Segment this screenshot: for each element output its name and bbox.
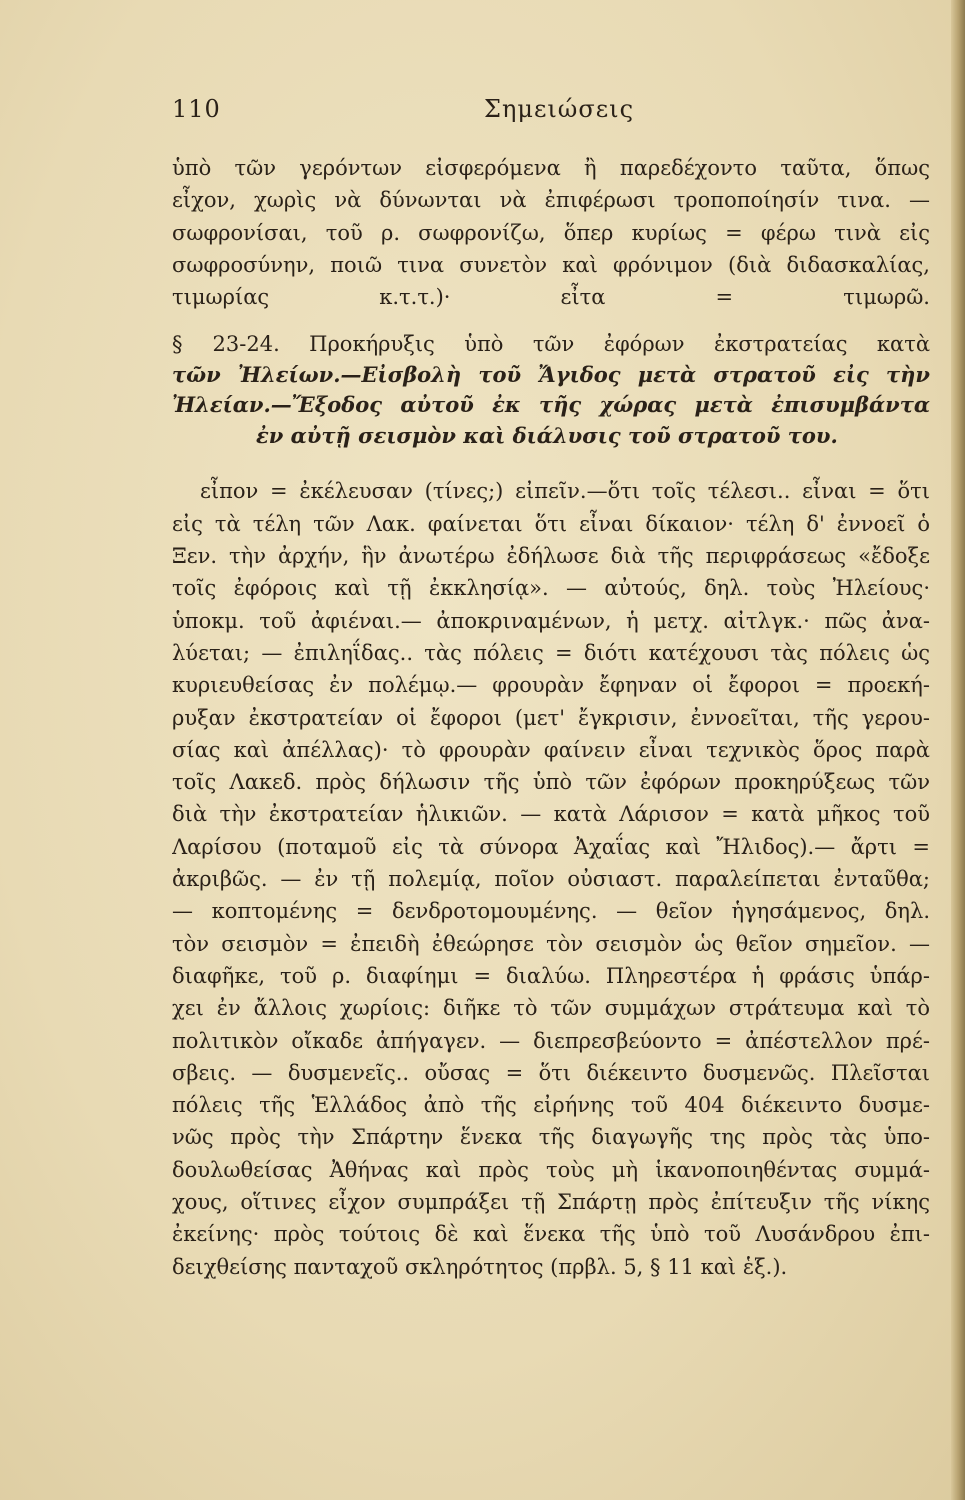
note-line: δειχθείσης πανταχοῦ σκληρότητος (πρβλ. 5, § 11 καὶ ἑξ.). (172, 1254, 788, 1279)
note-line: λύεται; — ἐπιληΐδας.. τὰς πόλεις = διότι κατέχουσι τὰς πόλεις ὡς (172, 640, 930, 665)
note-line: τοῖς ἐφόροις καὶ τῇ ἐκκλησίᾳ». — αὐτούς, δηλ. τοὺς Ἠλείους· (172, 576, 930, 601)
note-line: εἶπον = ἐκέλευσαν (τίνες;) εἰπεῖν.—ὅτι τοῖς τέλεσι.. εἶναι = ὅτι (200, 479, 930, 504)
note-line: ὑποκμ. τοῦ ἀφιέναι.— ἀποκριναμένων, ἡ μετχ. αἰτλγκ.· πῶς ἀνα- (172, 608, 930, 633)
note-line: διαφῆκε, τοῦ ρ. διαφίημι = διαλύω. Πληρεστέρα ἡ φράσις ὑπάρ- (172, 963, 930, 988)
note-line: τοῖς Λακεδ. πρὸς δήλωσιν τῆς ὑπὸ τῶν ἐφόρων προκηρύξεως τῶν (172, 770, 930, 795)
note-line: νῶς πρὸς τὴν Σπάρτην ἕνεκα τῆς διαγωγῆς της πρὸς τὰς ὑπο- (172, 1125, 930, 1150)
note-line: σβεις. — δυσμενεῖς.. οὔσας = ὅτι διέκειντο δυσμενῶς. Πλεῖσται (172, 1060, 930, 1085)
note-line: πόλεις τῆς Ἑλλάδος ἀπὸ τῆς εἰρήνης τοῦ 404 διέκειντο δυσμε- (172, 1093, 930, 1118)
section-heading-text: 23-24. Προκήρυξις ὑπὸ τῶν ἐφόρων ἐκστρατείας κατὰ (212, 332, 931, 357)
section-heading (172, 329, 930, 451)
notes-paragraph (172, 475, 930, 1282)
note-line: Λαρίσου (ποταμοῦ εἰς τὰ σύνορα Ἀχαΐας καὶ Ἤλιδος).— ἄρτι = (172, 834, 930, 859)
note-line: χους, οἵτινες εἶχον συμπράξει τῇ Σπάρτῃ πρὸς ἐπίτευξιν τῆς νίκης (172, 1190, 930, 1215)
intro-paragraph (172, 152, 930, 313)
intro-line: σωφρονίσαι, τοῦ ρ. σωφρονίζω, ὅπερ κυρίως = φέρω τινὰ εἰς (172, 220, 930, 245)
section-heading-line (172, 329, 930, 360)
note-line: σίας καὶ ἀπέλλας)· τὸ φρουρὰν φαίνειν εἶναι τεχνικὸς ὅρος παρὰ (172, 737, 930, 762)
note-line: πολιτικὸν οἴκαδε ἀπήγαγεν. — διεπρεσβεύοντο = ἀπέστελλον πρέ- (172, 1028, 930, 1053)
running-title: Σημειώσεις (484, 95, 635, 123)
page-edge (951, 0, 965, 1500)
note-line: διὰ τὴν ἐκστρατείαν ἡλικιῶν. — κατὰ Λάρισον = κατὰ μῆκος τοῦ (172, 802, 930, 827)
note-line: ἀκριβῶς. — ἐν τῇ πολεμίᾳ, ποῖον οὐσιαστ. παραλείπεται ἐνταῦθα; (172, 867, 930, 892)
intro-line: ὑπὸ τῶν γερόντων εἰσφερόμενα ἢ παρεδέχοντο ταῦτα, ὅπως (172, 156, 930, 180)
page-header (172, 95, 932, 131)
intro-line: τιμωρίας κ.τ.τ.)· εἶτα = τιμωρῶ. (172, 285, 930, 310)
note-line: εἰς τὰ τέλη τῶν Λακ. φαίνεται ὅτι εἶναι δίκαιον· τέλη δ' ἐννοεῖ ὁ (172, 511, 930, 536)
intro-line: εἶχον, χωρὶς νὰ δύνωνται νὰ ἐπιφέρωσι τροποποίησίν τινα. — (172, 188, 930, 213)
note-line: ρυξαν ἐκστρατείαν οἱ ἔφοροι (μετ' ἔγκρισιν, ἐννοεῖται, τῆς γερου- (172, 705, 930, 730)
section-symbol: § (172, 332, 183, 357)
section-heading-line: ἐν αὐτῇ σεισμὸν καὶ διάλυσις τοῦ στρατοῦ του. (256, 422, 838, 448)
note-line: ἐκείνης· πρὸς τούτοις δὲ καὶ ἕνεκα τῆς ὑπὸ τοῦ Λυσάνδρου ἐπι- (172, 1222, 930, 1247)
page-body (172, 152, 930, 1283)
note-line: κυριευθείσας ἐν πολέμῳ.— φρουρὰν ἔφηναν οἱ ἔφοροι = προεκή- (172, 673, 930, 698)
note-line: χει ἐν ἄλλοις χωρίοις: διῆκε τὸ τῶν συμμάχων στράτευμα καὶ τὸ (172, 996, 930, 1021)
note-line: — κοπτομένης = δενδροτομουμένης. — θεῖον ἡγησάμενος, δηλ. (172, 899, 930, 924)
note-line: τὸν σεισμὸν = ἐπειδὴ ἐθεώρησε τὸν σεισμὸν ὡς θεῖον σημεῖον. — (172, 931, 930, 956)
intro-line: σωφροσύνην, ποιῶ τινα συνετὸν καὶ φρόνιμον (διὰ διδασκαλίας, (172, 252, 930, 277)
note-line: δουλωθείσας Ἀθήνας καὶ πρὸς τοὺς μὴ ἱκανοποιηθέντας συμμά- (172, 1157, 930, 1182)
section-heading-line: τῶν Ἠλείων.—Εἰσβολὴ τοῦ Ἄγιδος μετὰ στρατοῦ εἰς τὴν (172, 361, 930, 387)
page-number: 110 (172, 95, 221, 123)
section-heading-line: Ἠλείαν.—Ἔξοδος αὐτοῦ ἐκ τῆς χώρας μετὰ ἐπισυμβάντα (172, 392, 930, 418)
note-line: Ξεν. τὴν ἀρχήν, ἣν ἀνωτέρω ἐδήλωσε διὰ τῆς περιφράσεως «ἔδοξε (172, 544, 930, 569)
